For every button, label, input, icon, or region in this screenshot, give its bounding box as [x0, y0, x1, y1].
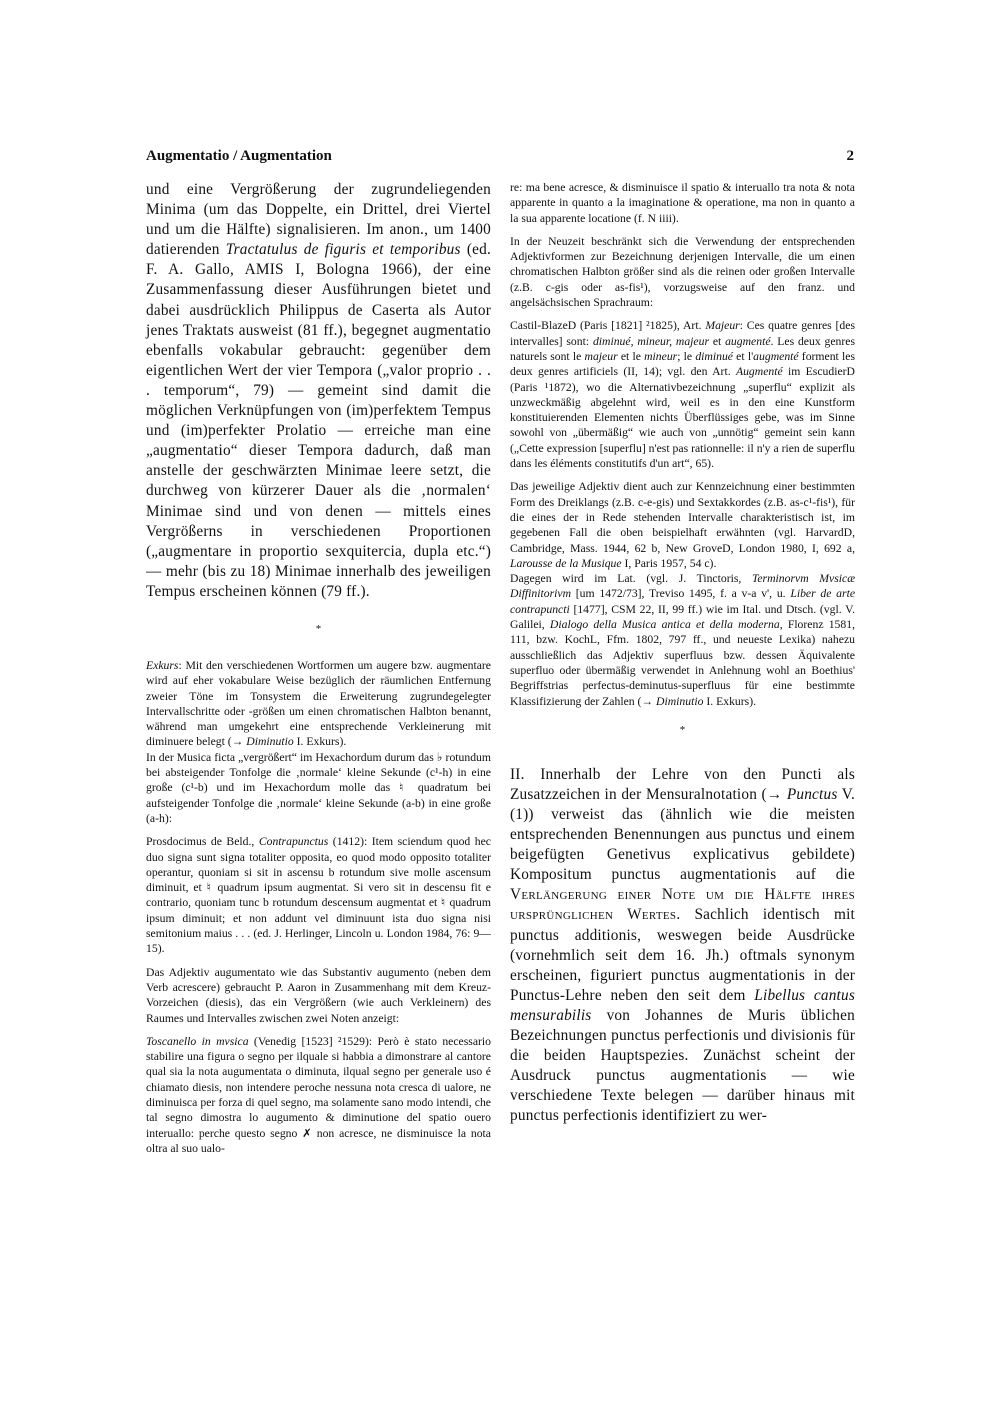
- paragraph-musica-ficta: In der Musica ficta „vergrößert“ im Hexachordum durum das ♭ rotundum bei absteigender Tonfolge die ‚normale‘ kleine Sekunde (c¹-h) in eine große (c¹-b) und im Hexachordum molle das ♮ quadratum bei aufsteigender Tonfolge die ‚normale‘ kleine Sekunde (a-b) in eine große (a-h):: [146, 750, 491, 825]
- paragraph-neuzeit: In der Neuzeit beschränkt sich die Verwendung der entsprechenden Adjektivformen zur Bezeichnung derjenigen Intervalle, die um einen chromatischen Halbton größer sind als die reinen oder großen Intervalle (z.B. c-gis oder as-fis¹), vorzugsweise auf den franz. und angelsächsischen Sprachraum:: [510, 234, 855, 310]
- quote-prosdocimus: Prosdocimus de Beld., Contrapunctus (1412): Item sciendum quod hec duo signa sunt signa totaliter opposita, eo quod modo opposito totaliter operantur, quoniam si sit in ascensu b rotundum sive molle ascensum diminuit, et ♮ quadrum ipsum augmentat. Si vero sit in descensu fit e contrario, quoniam tunc b rotundum descensum augmentat et ♮ quadrum ipsum diminuit; et non addunt vel diminuunt ista duo signa nisi semitonium maius . . . (ed. J. Herlinger, Lincoln u. London 1984, 76: 9—15).: [146, 835, 491, 956]
- paragraph-exkurs: Exkurs: Mit den verschiedenen Wortformen um augere bzw. augmentare wird auf eher vokabulare Weise bezüglich der räumlichen Entfernung zweier Töne im Tonsystem die Erweiterung zugrundegelegter Intervallschritte oder -größen um einen chromatischen Halbton benannt, während man umgekehrt eine entsprechende Verkleinerung mit diminuere belegt (→ Diminutio I. Exkurs).: [146, 658, 491, 749]
- paragraph-adjektiv: Das Adjektiv augumentato wie das Substantiv augumento (neben dem Verb acrescere) gebraucht P. Aaron in Zusammenhang mit dem Kreuz-Vorzeichen (diesis), das ein Vergrößern (wie auch Verkleinern) des Raumes und Intervalles zwischen zwei Noten anzeigt:: [146, 965, 491, 1025]
- paragraph-section-ii: II. Innerhalb der Lehre von den Puncti als Zusatzzeichen in der Mensuralnotation (→ Punctus V. (1)) verweist das (ähnlich wie die meisten entsprechenden Benennungen aus punctus und einem beigefügten Genetivus explicativus gebildete) Kompositum punctus augmentationis auf die Verlängerung einer Note um die Hälfte ihres ursprünglichen Wertes. Sachlich identisch mit punctus additionis, weswegen beide Ausdrücke (vornehmlich seit dem 16. Jh.) oftmals synonym erscheinen, figuriert punctus augmentationis in der Punctus-Lehre neben den seit dem Libellus cantus mensurabilis von Johannes de Muris üblichen Bezeichnungen punctus perfectionis und divisionis für die beiden Hauptspezies. Zunächst scheint der Ausdruck punctus augmentationis — wie verschiedene Texte belegen — darüber hinaus mit punctus perfectionis identifiziert zu wer-: [510, 765, 856, 1125]
- paragraph-intro: und eine Vergrößerung der zugrundeliegenden Minima (um das Doppelte, ein Drittel, drei Viertel und um die Hälfte) signalisieren. Im anon., um 1400 datierenden Tractatulus de figuris et temporibus (ed. F. A. Gallo, AMIS I, Bologna 1966), der eine Zusammenfassung dieser Ausführungen bietet und dabei ausdrücklich Philippus de Caserta als Autor jenes Traktats ausweist (81 ff.), begegnet augmentatio ebenfalls vokabular gebraucht: gegenüber dem eigentlichen Wert der vier Tempora („valor proprio . . . temporum“, 79) — gemeint sind damit die möglichen Verknüpfungen von (im)perfektem Tempus und (im)perfekter Prolatio — erreiche man eine „augmentatio“ dieser Tempora dadurch, daß man anstelle der geschwärzten Minimae leere setzt, die durchweg von kürzerer Dauer als die ‚normalen‘ Minimae sind und von denen — mittels eines Vergrößerns in verschiedenen Proportionen („augmentare in proportio sexquitercia, dupla etc.“) — mehr (bis zu 18) Minimae innerhalb des jeweiligen Tempus erscheinen können (79 ff.).: [146, 181, 491, 600]
- quote-toscanello: Toscanello in mvsica (Venedig [1523] ²1529): Però è stato necessario stabilire una figura o segno per ilquale si habbia a dimonstrare al cantore qual sia la nota augumentata o diminuta, ilqual segno per generale uso é chiamato diesis, non intendere peroche nessuna nota cresca di ualore, ne diminuisca per forza di quel segno, ma solamente sano modo intendi, che tal segno dimostra lo augumento & diminutione del spatio ouero interuallo: perche questo segno ✗ non acresce, ne disminuisce la nota oltra al suo ualo-: [146, 1034, 491, 1155]
- left-column: [146, 180, 491, 1156]
- section-separator: *: [315, 622, 322, 635]
- paragraph-dreiklang: Das jeweilige Adjektiv dient auch zur Kennzeichnung einer bestimmten Form des Dreiklangs (z.B. c-e-gis) und Sextakkordes (z.B. as-c¹-fis¹), für die eines der in Rede stehenden Intervalle charakteristisch ist, im gegebenen Fall die oben beispielhaft erwähnten (vgl. HarvardD, Cambridge, Mass. 1944, 62 b, New GroveD, London 1980, I, 692 a, Larousse de la Musique I, Paris 1957, 54 c).: [510, 480, 855, 570]
- right-column: [510, 180, 855, 1126]
- quote-continuation: re: ma bene acresce, & disminuisce il spatio & interuallo tra nota & nota apparente in quanto a la imaginatione & operatione, ma non in quanto a la sua apparente locatione (f. N iiii).: [510, 181, 855, 225]
- cross-reference: Punctus: [786, 785, 838, 803]
- small-caps-definition: Verlängerung einer Note um die Hälfte ihres ursprünglichen Wertes: [510, 886, 855, 924]
- cross-reference: Diminutio: [656, 694, 704, 708]
- running-header: [146, 148, 854, 170]
- paragraph-dagegen: Dagegen wird im Lat. (vgl. J. Tinctoris, Terminorvm Mvsicæ Diffinitorivm [um 1472/73], Treviso 1495, f. a v-a v', u. Liber de arte contrapuncti [1477], CSM 22, II, 99 ff.) wie im Ital. und Dtsch. (vgl. V. Galilei, Dialogo della Musica antica et della moderna, Florenz 1581, 111, bzw. KochL, Ffm. 1802, 797 ff., und neueste Lexika) nahezu ausschließlich das Adjektiv superfluus bzw. dessen Äquivalente superfluo oder übermäßig verwendet in Anlehnung wohl an Boethius' Begriffstrias perfectus-deminutus-superfluus für eine bestimmte Klassifizierung der Zahlen (→ Diminutio I. Exkurs).: [510, 572, 856, 708]
- exkurs-label: Exkurs: [146, 658, 179, 672]
- running-title: Augmentatio / Augmentation: [146, 148, 332, 164]
- page-number: 2: [846, 148, 854, 164]
- cross-reference: Diminutio: [246, 735, 294, 749]
- section-separator: *: [679, 723, 686, 736]
- quote-castil-blaze: Castil-BlazeD (Paris [1821] ²1825), Art. Majeur: Ces quatre genres [des intervalles] sont: diminué, mineur, majeur et augmenté. Les deux genres naturels sont le majeur et le mineur; le diminué et l'augmenté forment les deux genres artificiels (II, 14); vgl. den Art. Augmenté im EscudierD (Paris ¹1872), wo die Alternativbezeichnung „superflu“ explizit als unzweckmäßig abgelehnt wird, weil es in den eine Kunstform konstituierenden Elementen nichts Überflüssiges gebe, was im Sinne sowohl von „übermäßig“ wie auch von „unnötig“ gemeint sein kann („Cette expression [superflu] n'est pas rationnelle: il n'y a rien de superflu dans les éléments constitutifs d'un art“, 65).: [510, 319, 855, 471]
